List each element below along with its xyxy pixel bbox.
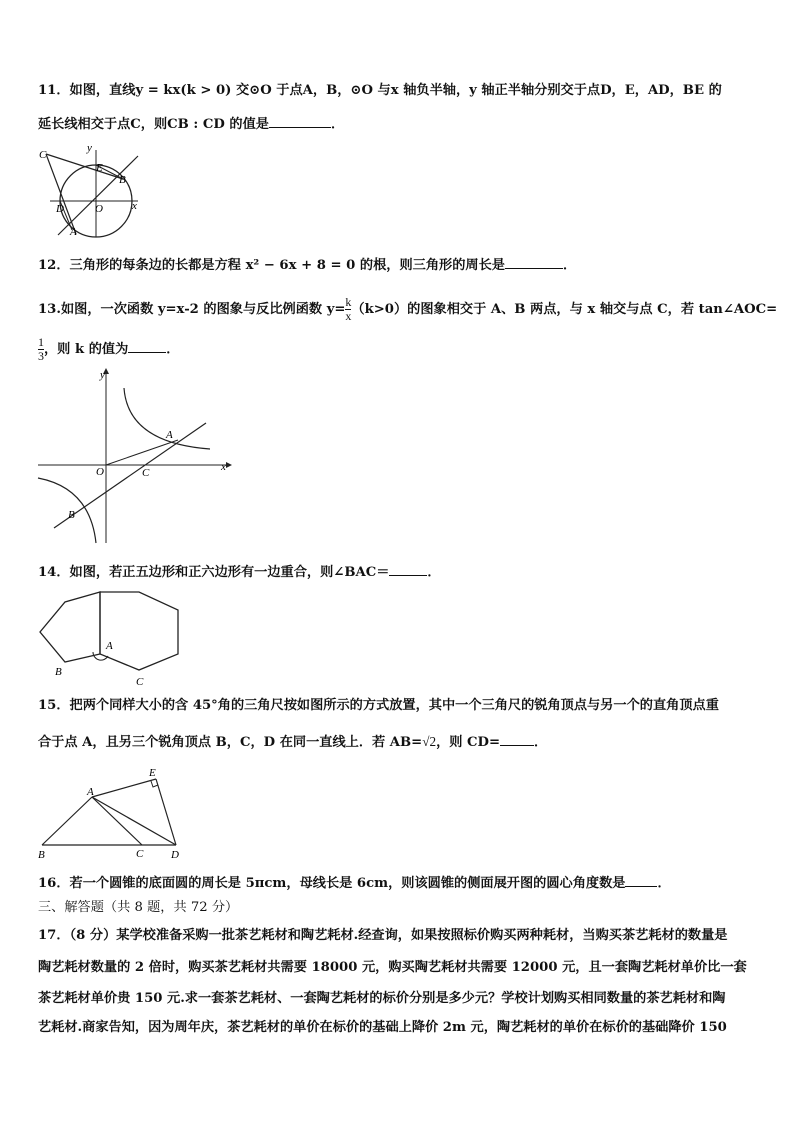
section-heading: 三、解答题（共 8 题，共 72 分） (38, 900, 239, 915)
q13-label-x: x (221, 461, 226, 473)
q16-line (38, 874, 671, 893)
q13-label-a: A (166, 429, 173, 441)
q11-label-c: C (39, 149, 47, 161)
answer-blank (625, 874, 657, 887)
q12-end: ． (562, 258, 577, 273)
answer-blank (505, 256, 563, 269)
q15-line2 (38, 733, 547, 752)
frac-num: 1 (38, 335, 44, 349)
q16-text: 16．若一个圆锥的底面圆的周长是 5πcm，母线长是 6cm，则该圆锥的侧面展开图的圆心角度数是 (38, 876, 626, 891)
q14-label-a: A (106, 640, 113, 652)
q11-line2-text: 延长线相交于点C，则CB : CD 的值是 (38, 117, 269, 132)
q15-text-b: ，则 CD= (436, 735, 501, 750)
q15-label-a: A (87, 786, 94, 798)
answer-blank (128, 340, 166, 353)
q13-label-y: y (100, 369, 105, 381)
q17-line3: 茶艺耗材单价贵 150 元.求一套茶艺耗材、一套陶艺耗材的标价分别是多少元？学校计划购买相同数量的茶艺耗材和陶 (38, 991, 726, 1006)
q11-line2 (38, 115, 344, 134)
q15-line1: 15．把两个同样大小的含 45°角的三角尺按如图所示的方式放置，其中一个三角尺的锐角顶点与另一个的直角顶点重 (38, 698, 719, 713)
q15-end: ． (534, 735, 548, 750)
q13-end: ． (166, 342, 180, 357)
q13-label-b: B (68, 509, 75, 521)
q17-line1: 17．（8 分）某学校准备采购一批茶艺耗材和陶艺耗材.经查询，如果按照标价购买两种耗材，当购买茶艺耗材的数量是 (38, 928, 728, 943)
q13-line1 (38, 296, 777, 323)
q13-label-o: O (96, 466, 104, 478)
q15-label-d: D (171, 849, 179, 861)
q11-label-x: x (132, 200, 137, 212)
q14-label-c: C (136, 676, 144, 688)
q11-label-b: B (119, 174, 126, 186)
q11-line1: 11．如图，直线y = kx(k > 0) 交⊙O 于点A，B，⊙O 与x 轴负半轴，y 轴正半轴分别交于点D，E，AD，BE 的 (38, 83, 722, 98)
q15-label-e: E (149, 767, 156, 779)
q14-line (38, 563, 441, 582)
q11-label-o: O (95, 203, 103, 215)
q11-label-y: y (87, 142, 92, 154)
sqrt-2: √2 (422, 734, 437, 749)
frac-num: k (345, 295, 352, 309)
q13-line2 (38, 336, 179, 363)
q11-line2-end: ． (330, 117, 345, 132)
q13-label-c: C (142, 467, 150, 479)
frac-den: x (345, 309, 352, 323)
q11-label-d: D (56, 203, 64, 215)
q13-text-b: （k>0）的图象相交于 A、B 两点，与 x 轴交与点 C，若 tan∠AOC= (351, 302, 778, 317)
q11-label-e: E (96, 162, 103, 174)
q15-label-b: B (38, 849, 45, 861)
q12-text: 12．三角形的每条边的长都是方程 x² − 6x + 8 = 0 的根，则三角形的周长是 (38, 258, 505, 273)
q14-label-b: B (55, 666, 62, 678)
answer-blank (269, 115, 331, 128)
q12-line (38, 256, 576, 275)
q13-text-c: ，则 k 的值为 (44, 342, 129, 357)
q13-text-a: 13.如图，一次函数 y=x-2 的图象与反比例函数 y= (38, 302, 346, 317)
q17-line4: 艺耗材.商家告知，因为周年庆，茶艺耗材的单价在标价的基础上降价 2m 元，陶艺耗材的单价在标价的基础降价 150 (38, 1020, 727, 1035)
q16-end: ． (657, 876, 671, 891)
q15-label-c: C (136, 848, 144, 860)
q11-label-a: A (70, 226, 77, 238)
q15-text-a: 合于点 A，且另三个锐角顶点 B，C，D 在同一直线上．若 AB= (38, 735, 423, 750)
answer-blank (389, 563, 427, 576)
answer-blank (500, 733, 534, 746)
q15-figure (38, 765, 188, 860)
q11-figure (38, 142, 148, 237)
q14-figure (38, 590, 188, 688)
q14-end: ． (427, 565, 441, 580)
frac-den: 3 (38, 349, 44, 363)
q13-figure (38, 368, 238, 548)
q17-line2: 陶艺耗材数量的 2 倍时，购买茶艺耗材共需要 18000 元，购买陶艺耗材共需要 12000 元，且一套陶艺耗材单价比一套 (38, 960, 747, 975)
q14-text: 14．如图，若正五边形和正六边形有一边重合，则∠BAC＝ (38, 565, 390, 580)
